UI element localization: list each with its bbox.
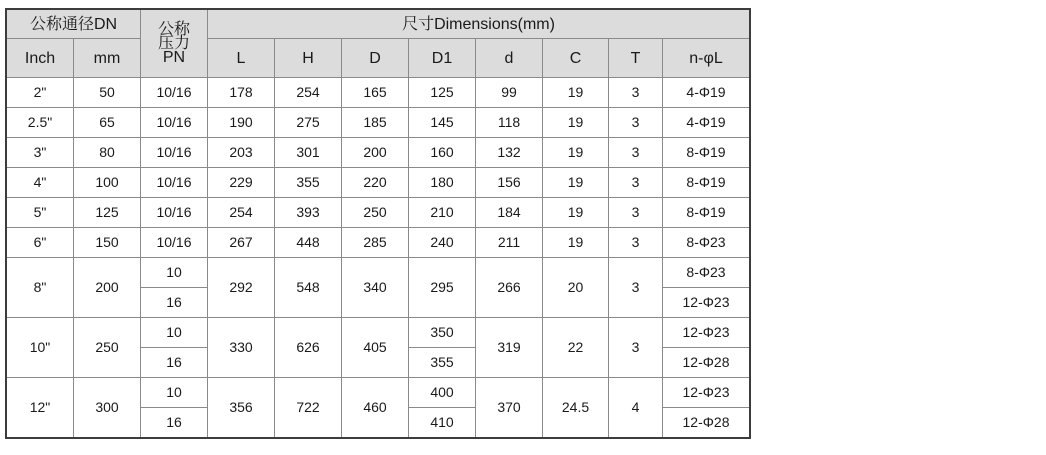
col-header-D1: D1 [409, 39, 476, 78]
cell-T: 4 [609, 378, 663, 438]
dn-group-header: 公称通径DN [7, 10, 141, 39]
cell-nphi: 4-Φ19 [663, 108, 750, 138]
cell-H: 355 [275, 168, 342, 198]
cell-T: 3 [609, 108, 663, 138]
table-body [7, 10, 750, 438]
cell-pn: 16 [141, 348, 208, 378]
cell-nphi: 12-Φ23 [663, 378, 750, 408]
cell-D: 185 [342, 108, 409, 138]
table-row [7, 378, 750, 408]
cell-D1: 240 [409, 228, 476, 258]
cell-L: 190 [208, 108, 275, 138]
pn-header-line-2: 压力 [157, 34, 190, 52]
cell-mm: 200 [74, 258, 141, 318]
cell-L: 356 [208, 378, 275, 438]
cell-nphi: 8-Φ23 [663, 228, 750, 258]
cell-inch: 12" [7, 378, 74, 438]
cell-nphi: 8-Φ19 [663, 198, 750, 228]
cell-T: 3 [609, 168, 663, 198]
cell-pn: 10 [141, 378, 208, 408]
cell-T: 3 [609, 318, 663, 378]
cell-inch: 2.5" [7, 108, 74, 138]
cell-pn: 10/16 [141, 198, 208, 228]
cell-T: 3 [609, 258, 663, 318]
cell-inch: 6" [7, 228, 74, 258]
cell-inch: 10" [7, 318, 74, 378]
cell-inch: 2" [7, 78, 74, 108]
table-row [7, 108, 750, 138]
cell-D1: 410 [409, 408, 476, 438]
cell-nphi: 12-Φ28 [663, 348, 750, 378]
cell-d: 99 [476, 78, 543, 108]
table-row [7, 228, 750, 258]
cell-H: 626 [275, 318, 342, 378]
cell-pn: 10 [141, 318, 208, 348]
cell-D: 405 [342, 318, 409, 378]
cell-C: 20 [543, 258, 609, 318]
table-row [7, 138, 750, 168]
cell-D: 285 [342, 228, 409, 258]
pn-header [141, 10, 208, 78]
cell-pn: 10 [141, 258, 208, 288]
cell-mm: 80 [74, 138, 141, 168]
cell-H: 301 [275, 138, 342, 168]
col-header-T: T [609, 39, 663, 78]
cell-D: 200 [342, 138, 409, 168]
header-row-2 [7, 39, 750, 78]
cell-pn: 10/16 [141, 138, 208, 168]
cell-mm: 300 [74, 378, 141, 438]
cell-D1: 295 [409, 258, 476, 318]
col-header-H: H [275, 39, 342, 78]
cell-nphi: 12-Φ23 [663, 318, 750, 348]
cell-D: 250 [342, 198, 409, 228]
cell-H: 254 [275, 78, 342, 108]
cell-nphi: 12-Φ23 [663, 288, 750, 318]
cell-D: 460 [342, 378, 409, 438]
cell-d: 184 [476, 198, 543, 228]
cell-C: 22 [543, 318, 609, 378]
cell-D: 165 [342, 78, 409, 108]
cell-pn: 16 [141, 288, 208, 318]
table-row [7, 318, 750, 348]
cell-pn: 10/16 [141, 168, 208, 198]
col-header-L: L [208, 39, 275, 78]
cell-D1: 145 [409, 108, 476, 138]
cell-mm: 65 [74, 108, 141, 138]
cell-d: 370 [476, 378, 543, 438]
table-row [7, 198, 750, 228]
cell-mm: 100 [74, 168, 141, 198]
col-header-D: D [342, 39, 409, 78]
cell-L: 330 [208, 318, 275, 378]
cell-d: 211 [476, 228, 543, 258]
cell-C: 19 [543, 78, 609, 108]
cell-D1: 355 [409, 348, 476, 378]
cell-H: 722 [275, 378, 342, 438]
table-row [7, 168, 750, 198]
cell-d: 118 [476, 108, 543, 138]
cell-D1: 160 [409, 138, 476, 168]
cell-inch: 8" [7, 258, 74, 318]
mm-header: mm [74, 39, 141, 78]
inch-header: Inch [7, 39, 74, 78]
cell-nphi: 12-Φ28 [663, 408, 750, 438]
cell-nphi: 4-Φ19 [663, 78, 750, 108]
cell-mm: 50 [74, 78, 141, 108]
cell-L: 254 [208, 198, 275, 228]
cell-H: 548 [275, 258, 342, 318]
cell-C: 19 [543, 228, 609, 258]
col-header-C: C [543, 39, 609, 78]
dimensions-table [6, 9, 750, 438]
table-row [7, 258, 750, 288]
cell-pn: 10/16 [141, 108, 208, 138]
cell-T: 3 [609, 228, 663, 258]
table-row [7, 78, 750, 108]
cell-mm: 150 [74, 228, 141, 258]
cell-mm: 125 [74, 198, 141, 228]
cell-D1: 350 [409, 318, 476, 348]
cell-nphi: 8-Φ19 [663, 168, 750, 198]
cell-D1: 400 [409, 378, 476, 408]
col-header-d: d [476, 39, 543, 78]
cell-nphi: 8-Φ23 [663, 258, 750, 288]
cell-L: 178 [208, 78, 275, 108]
cell-D1: 210 [409, 198, 476, 228]
cell-D1: 125 [409, 78, 476, 108]
pn-header-line-3: PN [162, 48, 186, 66]
cell-C: 19 [543, 168, 609, 198]
cell-D: 220 [342, 168, 409, 198]
cell-d: 156 [476, 168, 543, 198]
header-row-1 [7, 10, 750, 39]
cell-H: 448 [275, 228, 342, 258]
cell-L: 229 [208, 168, 275, 198]
cell-mm: 250 [74, 318, 141, 378]
cell-C: 19 [543, 198, 609, 228]
cell-pn: 16 [141, 408, 208, 438]
cell-pn: 10/16 [141, 228, 208, 258]
cell-C: 24.5 [543, 378, 609, 438]
cell-L: 267 [208, 228, 275, 258]
cell-nphi: 8-Φ19 [663, 138, 750, 168]
cell-inch: 5" [7, 198, 74, 228]
cell-L: 203 [208, 138, 275, 168]
cell-pn: 10/16 [141, 78, 208, 108]
cell-inch: 4" [7, 168, 74, 198]
col-header-nphi: n-φL [663, 39, 750, 78]
cell-d: 319 [476, 318, 543, 378]
dimensions-group-header: 尺寸Dimensions(mm) [208, 10, 750, 39]
cell-D: 340 [342, 258, 409, 318]
cell-H: 393 [275, 198, 342, 228]
cell-inch: 3" [7, 138, 74, 168]
cell-C: 19 [543, 138, 609, 168]
cell-T: 3 [609, 198, 663, 228]
cell-L: 292 [208, 258, 275, 318]
pn-header-line-1: 公称 [157, 20, 190, 38]
cell-d: 266 [476, 258, 543, 318]
cell-T: 3 [609, 138, 663, 168]
cell-C: 19 [543, 108, 609, 138]
cell-D1: 180 [409, 168, 476, 198]
cell-T: 3 [609, 78, 663, 108]
cell-H: 275 [275, 108, 342, 138]
cell-d: 132 [476, 138, 543, 168]
